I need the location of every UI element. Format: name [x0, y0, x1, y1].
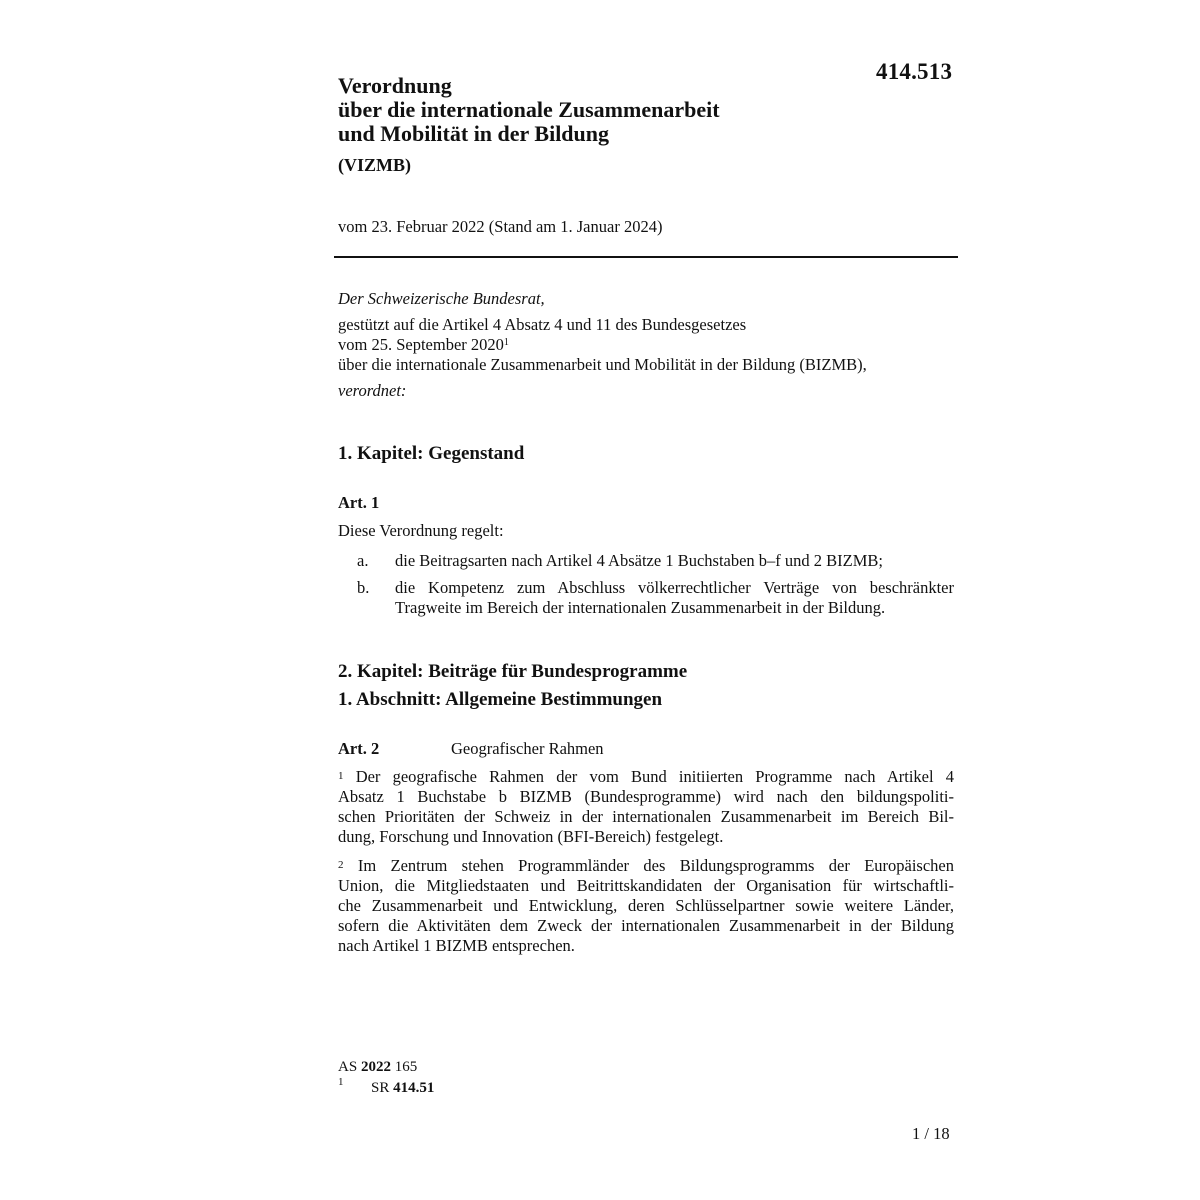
preamble-basis-line-2	[338, 335, 509, 355]
header-divider	[334, 256, 958, 258]
footnote-1-text	[371, 1080, 434, 1097]
document-title	[338, 74, 720, 146]
art-2-para-2-line-3: che Zusammenarbeit und Entwicklung, deren Schlüsselpartner sowie weitere Länder,	[338, 896, 954, 915]
footnote-1-prefix: SR	[371, 1080, 390, 1096]
chapter-2-heading: 2. Kapitel: Beiträge für Bundesprogramme	[338, 661, 688, 682]
art-1-item-a-letter: a.	[357, 551, 369, 570]
page-number: 1 / 18	[912, 1124, 950, 1143]
art-2-paragraph-1	[338, 767, 954, 847]
footnote-1-number: 1	[338, 1076, 344, 1088]
art-2-para-2-line-5: nach Artikel 1 BIZMB entsprechen.	[338, 936, 575, 955]
art-1-item-b-line-1: die Kompetenz zum Abschluss völkerrechtlicher Verträge von beschränkter	[395, 578, 954, 597]
art-2-paragraph-2	[338, 856, 954, 956]
as-prefix: AS	[338, 1059, 358, 1075]
chapter-1-heading: 1. Kapitel: Gegenstand	[338, 443, 525, 464]
art-1-item-a-text: die Beitragsarten nach Artikel 4 Absätze 1 Buchstaben b–f und 2 BIZMB;	[395, 551, 884, 570]
preamble-basis-line-3: über die internationale Zusammenarbeit und Mobilität in der Bildung (BIZMB),	[338, 355, 867, 374]
art-2-para-2-line-1	[338, 856, 954, 876]
art-1-item-b-text	[395, 578, 954, 618]
footnote-1-ref[interactable]: 414.51	[393, 1080, 435, 1096]
art-2-para-2-line-4: sofern die Aktivitäten dem Zweck der internationalen Zusammenarbeit in der Bildung	[338, 916, 954, 935]
art-1-item-b-line-2: Tragweite im Bereich der internationalen Zusammenarbeit in der Bildung.	[395, 598, 886, 617]
art-2-para-2-number: 2	[338, 859, 344, 871]
title-line-2: über die internationale Zusammenarbeit	[338, 97, 720, 122]
preamble-basis-date: vom 25. September 2020	[338, 335, 504, 354]
art-2-para-2-line-2: Union, die Mitgliedstaaten und Beitrittskandidaten der Organisation für wirtschaftli-	[338, 876, 954, 895]
preamble-ordains: verordnet:	[338, 381, 407, 400]
sr-number: 414.513	[876, 59, 953, 84]
art-2-para-1-line-2: Absatz 1 Buchstabe b BIZMB (Bundesprogramme) wird nach den bildungspoliti-	[338, 787, 954, 806]
art-2-title: Geografischer Rahmen	[451, 739, 604, 758]
document-abbreviation: (VIZMB)	[338, 155, 411, 175]
art-2-para-2-line-1-text: Im Zentrum stehen Programmländer des Bildungsprogramms der Europäischen	[357, 856, 954, 875]
preamble-basis-line-1: gestützt auf die Artikel 4 Absatz 4 und 11 des Bundesgesetzes	[338, 315, 747, 334]
art-2-para-1-line-1-text: Der geografische Rahmen der vom Bund initiierten Programme nach Artikel 4	[355, 767, 954, 786]
title-line-3: und Mobilität in der Bildung	[338, 121, 610, 146]
as-year: 2022	[360, 1059, 391, 1075]
art-1-intro: Diese Verordnung regelt:	[338, 521, 504, 540]
art-1-label: Art. 1	[338, 493, 380, 512]
preamble-authority: Der Schweizerische Bundesrat,	[338, 289, 545, 308]
art-2-para-1-line-1	[338, 767, 954, 787]
footnote-ref-1[interactable]: 1	[503, 337, 509, 348]
art-2-para-1-number: 1	[338, 770, 344, 782]
footnote-1	[338, 1076, 344, 1096]
art-2-label: Art. 2	[338, 739, 380, 758]
art-1-item-b-letter: b.	[357, 578, 370, 597]
document-date: vom 23. Februar 2022 (Stand am 1. Januar 2024)	[338, 217, 663, 236]
art-2-para-1-line-4: dung, Forschung und Innovation (BFI-Bereich) festgelegt.	[338, 827, 724, 846]
section-1-heading: 1. Abschnitt: Allgemeine Bestimmungen	[338, 689, 663, 710]
as-page: 165	[394, 1059, 418, 1075]
as-reference	[338, 1059, 417, 1076]
title-line-1: Verordnung	[338, 73, 452, 98]
art-2-para-1-line-3: schen Prioritäten der Schweiz in der internationalen Zusammenarbeit im Bereich Bil-	[338, 807, 954, 826]
